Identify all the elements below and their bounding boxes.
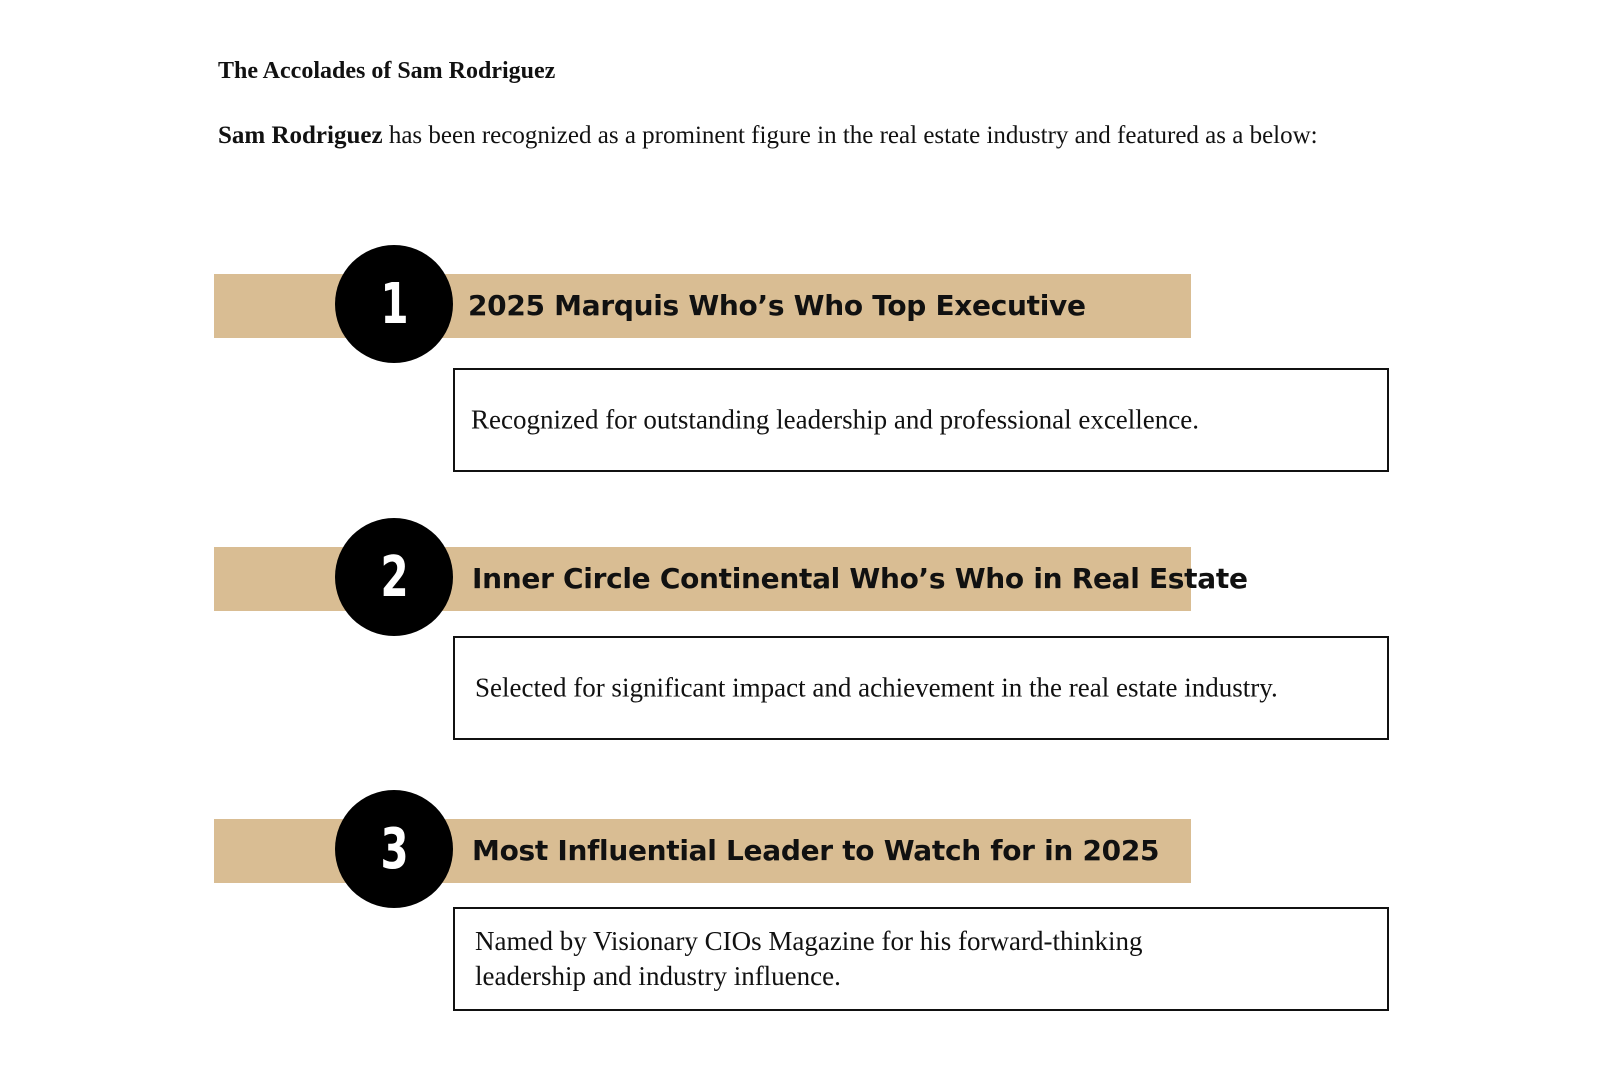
award-description: Recognized for outstanding leadership and professional excellence. <box>471 404 1199 435</box>
award-description: Named by Visionary CIOs Magazine for his forward-thinking leadership and industry influence. <box>475 926 1143 991</box>
award-title: Most Influential Leader to Watch for in 2025 <box>472 834 1160 867</box>
intro-name: Sam Rodriguez <box>218 122 383 149</box>
award-item-3 <box>0 790 1600 1050</box>
award-number: 1 <box>379 271 409 337</box>
award-description-box <box>453 636 1389 740</box>
award-number: 3 <box>379 816 409 882</box>
award-number: 2 <box>379 544 409 610</box>
intro-paragraph <box>218 122 1318 150</box>
award-number-badge <box>335 245 453 363</box>
award-description-box <box>453 368 1389 472</box>
intro-text: has been recognized as a prominent figure in the real estate industry and featured as a below: <box>382 122 1318 149</box>
award-description: Selected for significant impact and achievement in the real estate industry. <box>475 672 1278 703</box>
award-title: 2025 Marquis Who’s Who Top Executive <box>468 289 1086 322</box>
award-number-badge <box>335 518 453 636</box>
award-item-2 <box>0 518 1600 778</box>
award-title: Inner Circle Continental Who’s Who in Real Estate <box>472 562 1248 595</box>
award-number-badge <box>335 790 453 908</box>
award-description-box <box>453 907 1389 1011</box>
award-item-1 <box>0 245 1600 505</box>
document-title: The Accolades of Sam Rodriguez <box>218 58 556 84</box>
